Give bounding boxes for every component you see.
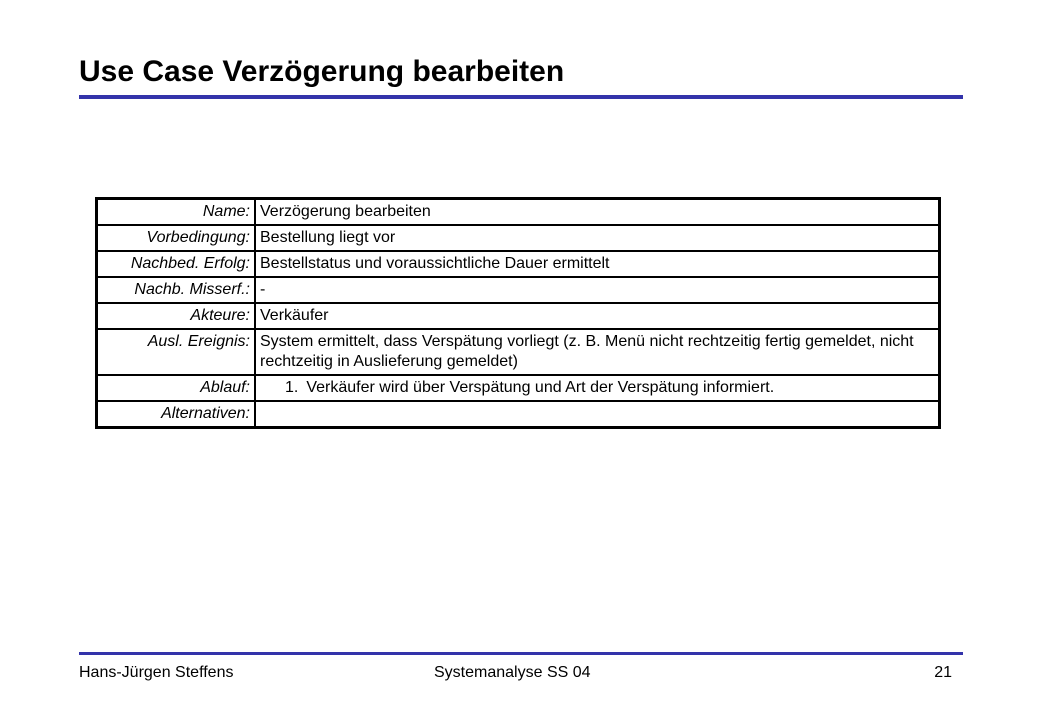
row-value-trigger: System ermittelt, dass Verspätung vorliegt (z. B. Menü nicht rechtzeitig fertig gemeldet, nicht rechtzeitig in Auslieferung gemeldet): [255, 329, 939, 375]
table-row-postcondition-success: [97, 251, 939, 277]
row-label-actors: Akteure:: [97, 303, 255, 329]
footer-divider: [79, 652, 963, 655]
row-value-name: Verzögerung bearbeiten: [255, 199, 939, 225]
footer-author: Hans-Jürgen Steffens: [79, 664, 234, 681]
row-label-name: Name:: [97, 199, 255, 225]
table-row-actors: [97, 303, 939, 329]
row-value-postcondition-failure: -: [255, 277, 939, 303]
flow-step: [260, 378, 934, 398]
row-label-flow: Ablauf:: [97, 375, 255, 401]
flow-step-text: Verkäufer wird über Verspätung und Art der Verspätung informiert.: [306, 379, 775, 396]
row-label-trigger: Ausl. Ereignis:: [97, 329, 255, 375]
table-row-alternatives: [97, 401, 939, 427]
table-row-name: [97, 199, 939, 225]
flow-step-number: 1.: [285, 379, 299, 396]
slide-title: Use Case Verzögerung bearbeiten: [79, 55, 565, 88]
table-row-precondition: [97, 225, 939, 251]
row-label-alternatives: Alternativen:: [97, 401, 255, 427]
row-value-flow: [255, 375, 939, 401]
row-value-postcondition-success: Bestellstatus und voraussichtliche Dauer ermittelt: [255, 251, 939, 277]
row-label-precondition: Vorbedingung:: [97, 225, 255, 251]
table-row-postcondition-failure: [97, 277, 939, 303]
row-value-precondition: Bestellung liegt vor: [255, 225, 939, 251]
footer-course: Systemanalyse SS 04: [434, 664, 591, 681]
page-number: 21: [934, 664, 952, 681]
table-row-trigger: [97, 329, 939, 375]
row-value-alternatives: [255, 401, 939, 427]
row-label-postcondition-failure: Nachb. Misserf.:: [97, 277, 255, 303]
row-label-postcondition-success: Nachbed. Erfolg:: [97, 251, 255, 277]
table-row-flow: [97, 375, 939, 401]
use-case-table: [95, 197, 941, 429]
row-value-actors: Verkäufer: [255, 303, 939, 329]
title-divider: [79, 95, 963, 99]
